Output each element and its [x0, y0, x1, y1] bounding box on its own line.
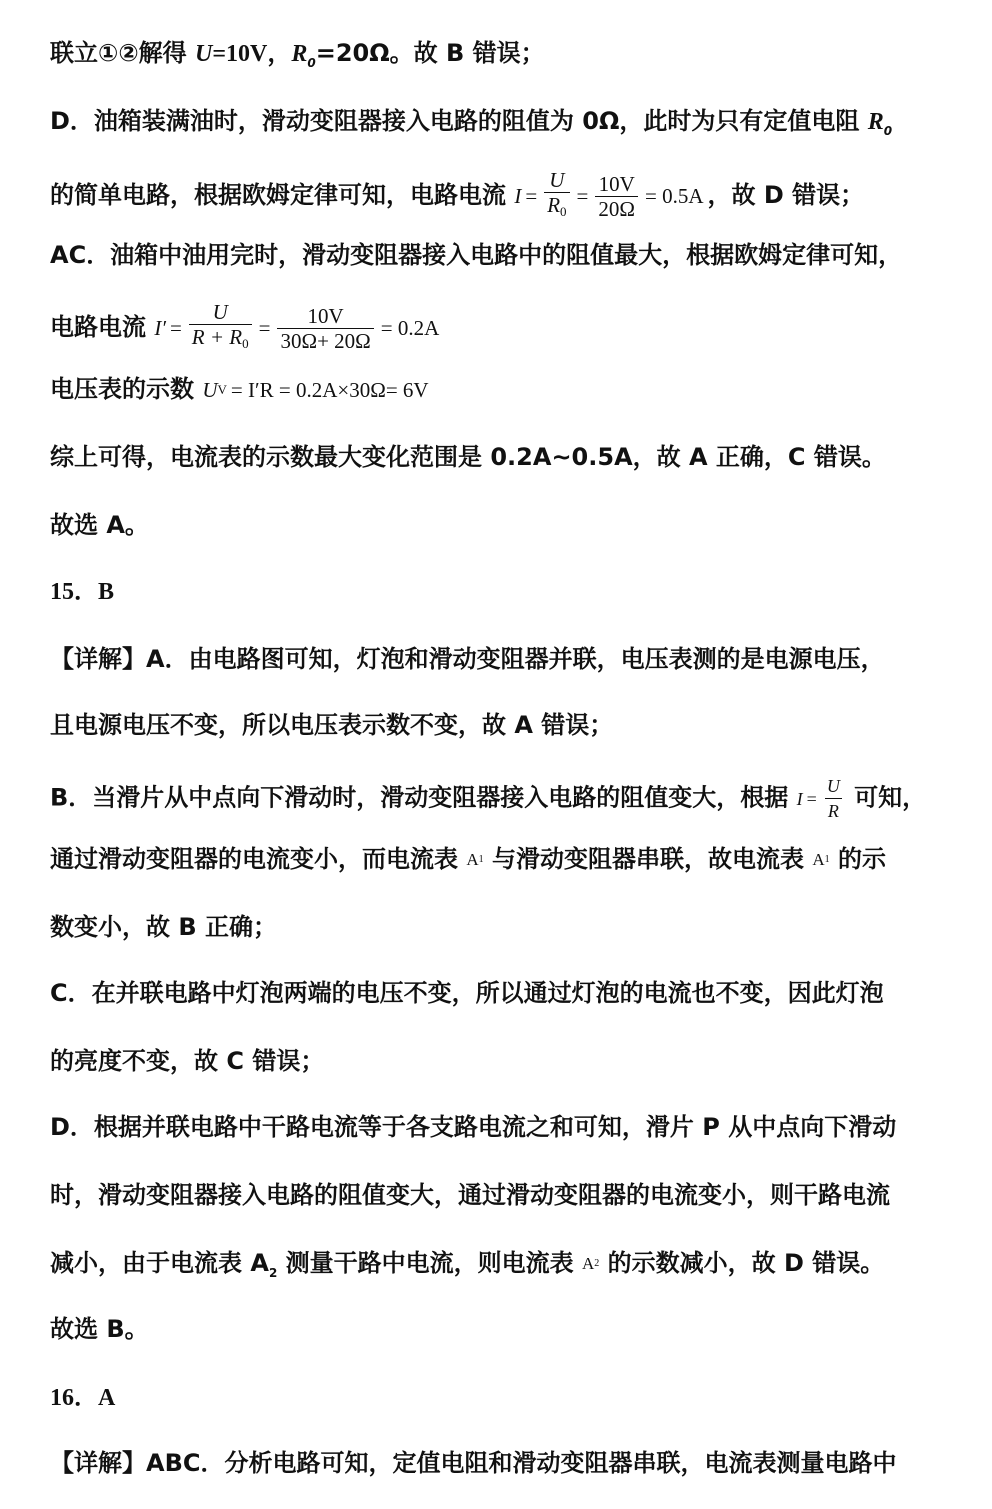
text-segment: 【详解】A．由电路图可知，灯泡和滑动变阻器并联，电压表测的是电源电压， — [50, 645, 885, 673]
text-line — [50, 976, 884, 1010]
fraction — [595, 172, 638, 221]
text-segment: 电压表的示数 — [50, 375, 203, 403]
math-var: A — [582, 1254, 595, 1273]
meter-symbol — [812, 843, 829, 877]
text-segment: 且电源电压不变，所以电压表示数不变，故 A 错误； — [50, 711, 614, 739]
fraction — [824, 774, 843, 823]
text-segment: D．根据并联电路中干路电流等于各支路电流之和可知，滑片 P 从中点向下滑动 — [50, 1113, 897, 1141]
text-line — [50, 842, 886, 877]
text-line — [50, 104, 892, 148]
text-line — [50, 168, 864, 224]
text-segment: C．在并联电路中灯泡两端的电压不变，所以通过灯泡的电流也不变，因此灯泡 — [50, 979, 884, 1007]
math-var: R — [867, 109, 884, 135]
text-segment: 15．B — [50, 579, 115, 605]
math-op: = — [258, 316, 271, 340]
text-line — [50, 1312, 149, 1346]
denominator: 20Ω — [595, 196, 638, 221]
text-line — [50, 1044, 324, 1078]
text-segment: 可知， — [845, 783, 927, 812]
math-var: A — [812, 850, 825, 869]
math-result: = 0.5A — [644, 184, 704, 208]
math-subscript: 1 — [478, 854, 484, 865]
math-var: I′ — [154, 316, 166, 340]
text-line — [50, 642, 885, 676]
text-segment: 【详解】ABC．分析电路可知，定值电阻和滑动变阻器串联，电流表测量电路中 — [50, 1449, 897, 1477]
text-segment: 的亮度不变，故 C 错误； — [50, 1047, 325, 1075]
text-segment: 减小，由于电流表 A — [50, 1249, 269, 1277]
math-op: = — [525, 184, 538, 208]
fraction — [189, 300, 252, 356]
text-line — [50, 910, 277, 944]
math-subscript: 0 — [883, 123, 893, 138]
numerator: U — [212, 300, 228, 324]
text-segment: 16．A — [50, 1385, 116, 1411]
math-op: = — [169, 316, 182, 340]
question-number — [50, 574, 114, 609]
text-segment: B．当滑片从中点向下滑动时，滑动变阻器接入电路的阻值变大，根据 — [50, 783, 797, 812]
math-subscript: V — [217, 382, 227, 397]
numerator: 10V — [307, 303, 344, 328]
denominator: R — [825, 798, 842, 823]
text-line — [50, 1178, 890, 1212]
math-var: I — [796, 788, 803, 809]
text-segment: 的简单电路，根据欧姆定律可知，电路电流 — [50, 181, 515, 209]
text-segment: 电路电流 — [50, 313, 155, 341]
text-line — [50, 440, 886, 474]
fraction — [277, 304, 373, 353]
text-segment: 的示数减小，故 D 错误。 — [599, 1249, 885, 1277]
formula-min-current — [154, 300, 443, 356]
text-line — [50, 372, 433, 407]
math-expression: = I′R = 0.2A×30Ω= 6V — [230, 378, 429, 402]
math-var: I — [514, 184, 522, 208]
numerator: U — [549, 168, 565, 192]
math-subscript: 0 — [560, 204, 567, 219]
math-result: = 0.2A — [380, 316, 440, 340]
math-op: = — [806, 788, 817, 809]
fraction — [544, 168, 569, 224]
text-segment: 联立①②解得 — [50, 39, 195, 67]
math-subscript: 2 — [268, 1265, 278, 1280]
numerator: 10V — [598, 171, 635, 196]
math-var: R — [291, 41, 308, 67]
question-number — [50, 1380, 115, 1415]
math-var: R — [547, 193, 561, 217]
text-line — [50, 1446, 896, 1480]
denominator — [189, 324, 252, 356]
formula-voltage — [202, 373, 432, 407]
text-segment: =10V， — [212, 41, 292, 67]
text-line — [50, 708, 613, 742]
text-segment: 时，滑动变阻器接入电路的阻值变大，通过滑动变阻器的电流变小，则干路电流 — [50, 1181, 890, 1209]
text-segment: 数变小，故 B 正确； — [50, 913, 278, 941]
meter-symbol — [582, 1247, 599, 1281]
text-segment: AC．油箱中油用完时，滑动变阻器接入电路中的阻值最大，根据欧姆定律可知， — [50, 241, 903, 269]
text-segment: 测量干路中电流，则电流表 — [277, 1249, 583, 1277]
text-segment: 故选 A。 — [50, 511, 149, 539]
math-op: = — [576, 184, 589, 208]
text-segment: 故选 B。 — [50, 1315, 149, 1343]
formula-ohm-small — [797, 774, 846, 823]
text-line — [50, 1110, 896, 1144]
text-line — [50, 238, 902, 272]
text-segment: 通过滑动变阻器的电流变小，而电流表 — [50, 845, 467, 873]
math-subscript: 2 — [594, 1258, 600, 1269]
text-line — [50, 36, 545, 80]
text-line — [50, 1246, 884, 1290]
text-line — [50, 508, 149, 542]
math-subscript: 0 — [307, 55, 316, 70]
text-segment: 综上可得，电流表的示数最大变化范围是 0.2A~0.5A，故 A 正确，C 错误。 — [50, 443, 886, 471]
math-var: A — [466, 850, 479, 869]
text-segment: D．油箱装满油时，滑动变阻器接入电路的阻值为 0Ω，此时为只有定值电阻 — [50, 107, 868, 135]
numerator: U — [826, 776, 840, 796]
text-segment: 的示 — [829, 845, 886, 873]
denominator — [544, 192, 569, 224]
math-var: R + R — [191, 325, 243, 349]
text-line — [50, 300, 443, 356]
text-segment: ，故 D 错误； — [707, 181, 865, 209]
formula-ohm — [514, 168, 707, 224]
denominator: 30Ω+ 20Ω — [277, 328, 373, 353]
meter-symbol — [466, 843, 483, 877]
text-segment: =20Ω。故 B 错误； — [315, 39, 545, 67]
math-subscript: 1 — [824, 854, 830, 865]
math-var: U — [202, 378, 218, 402]
text-line — [50, 774, 926, 823]
text-segment: 与滑动变阻器串联，故电流表 — [483, 845, 813, 873]
math-subscript: 0 — [242, 336, 249, 351]
math-var: U — [195, 41, 213, 67]
